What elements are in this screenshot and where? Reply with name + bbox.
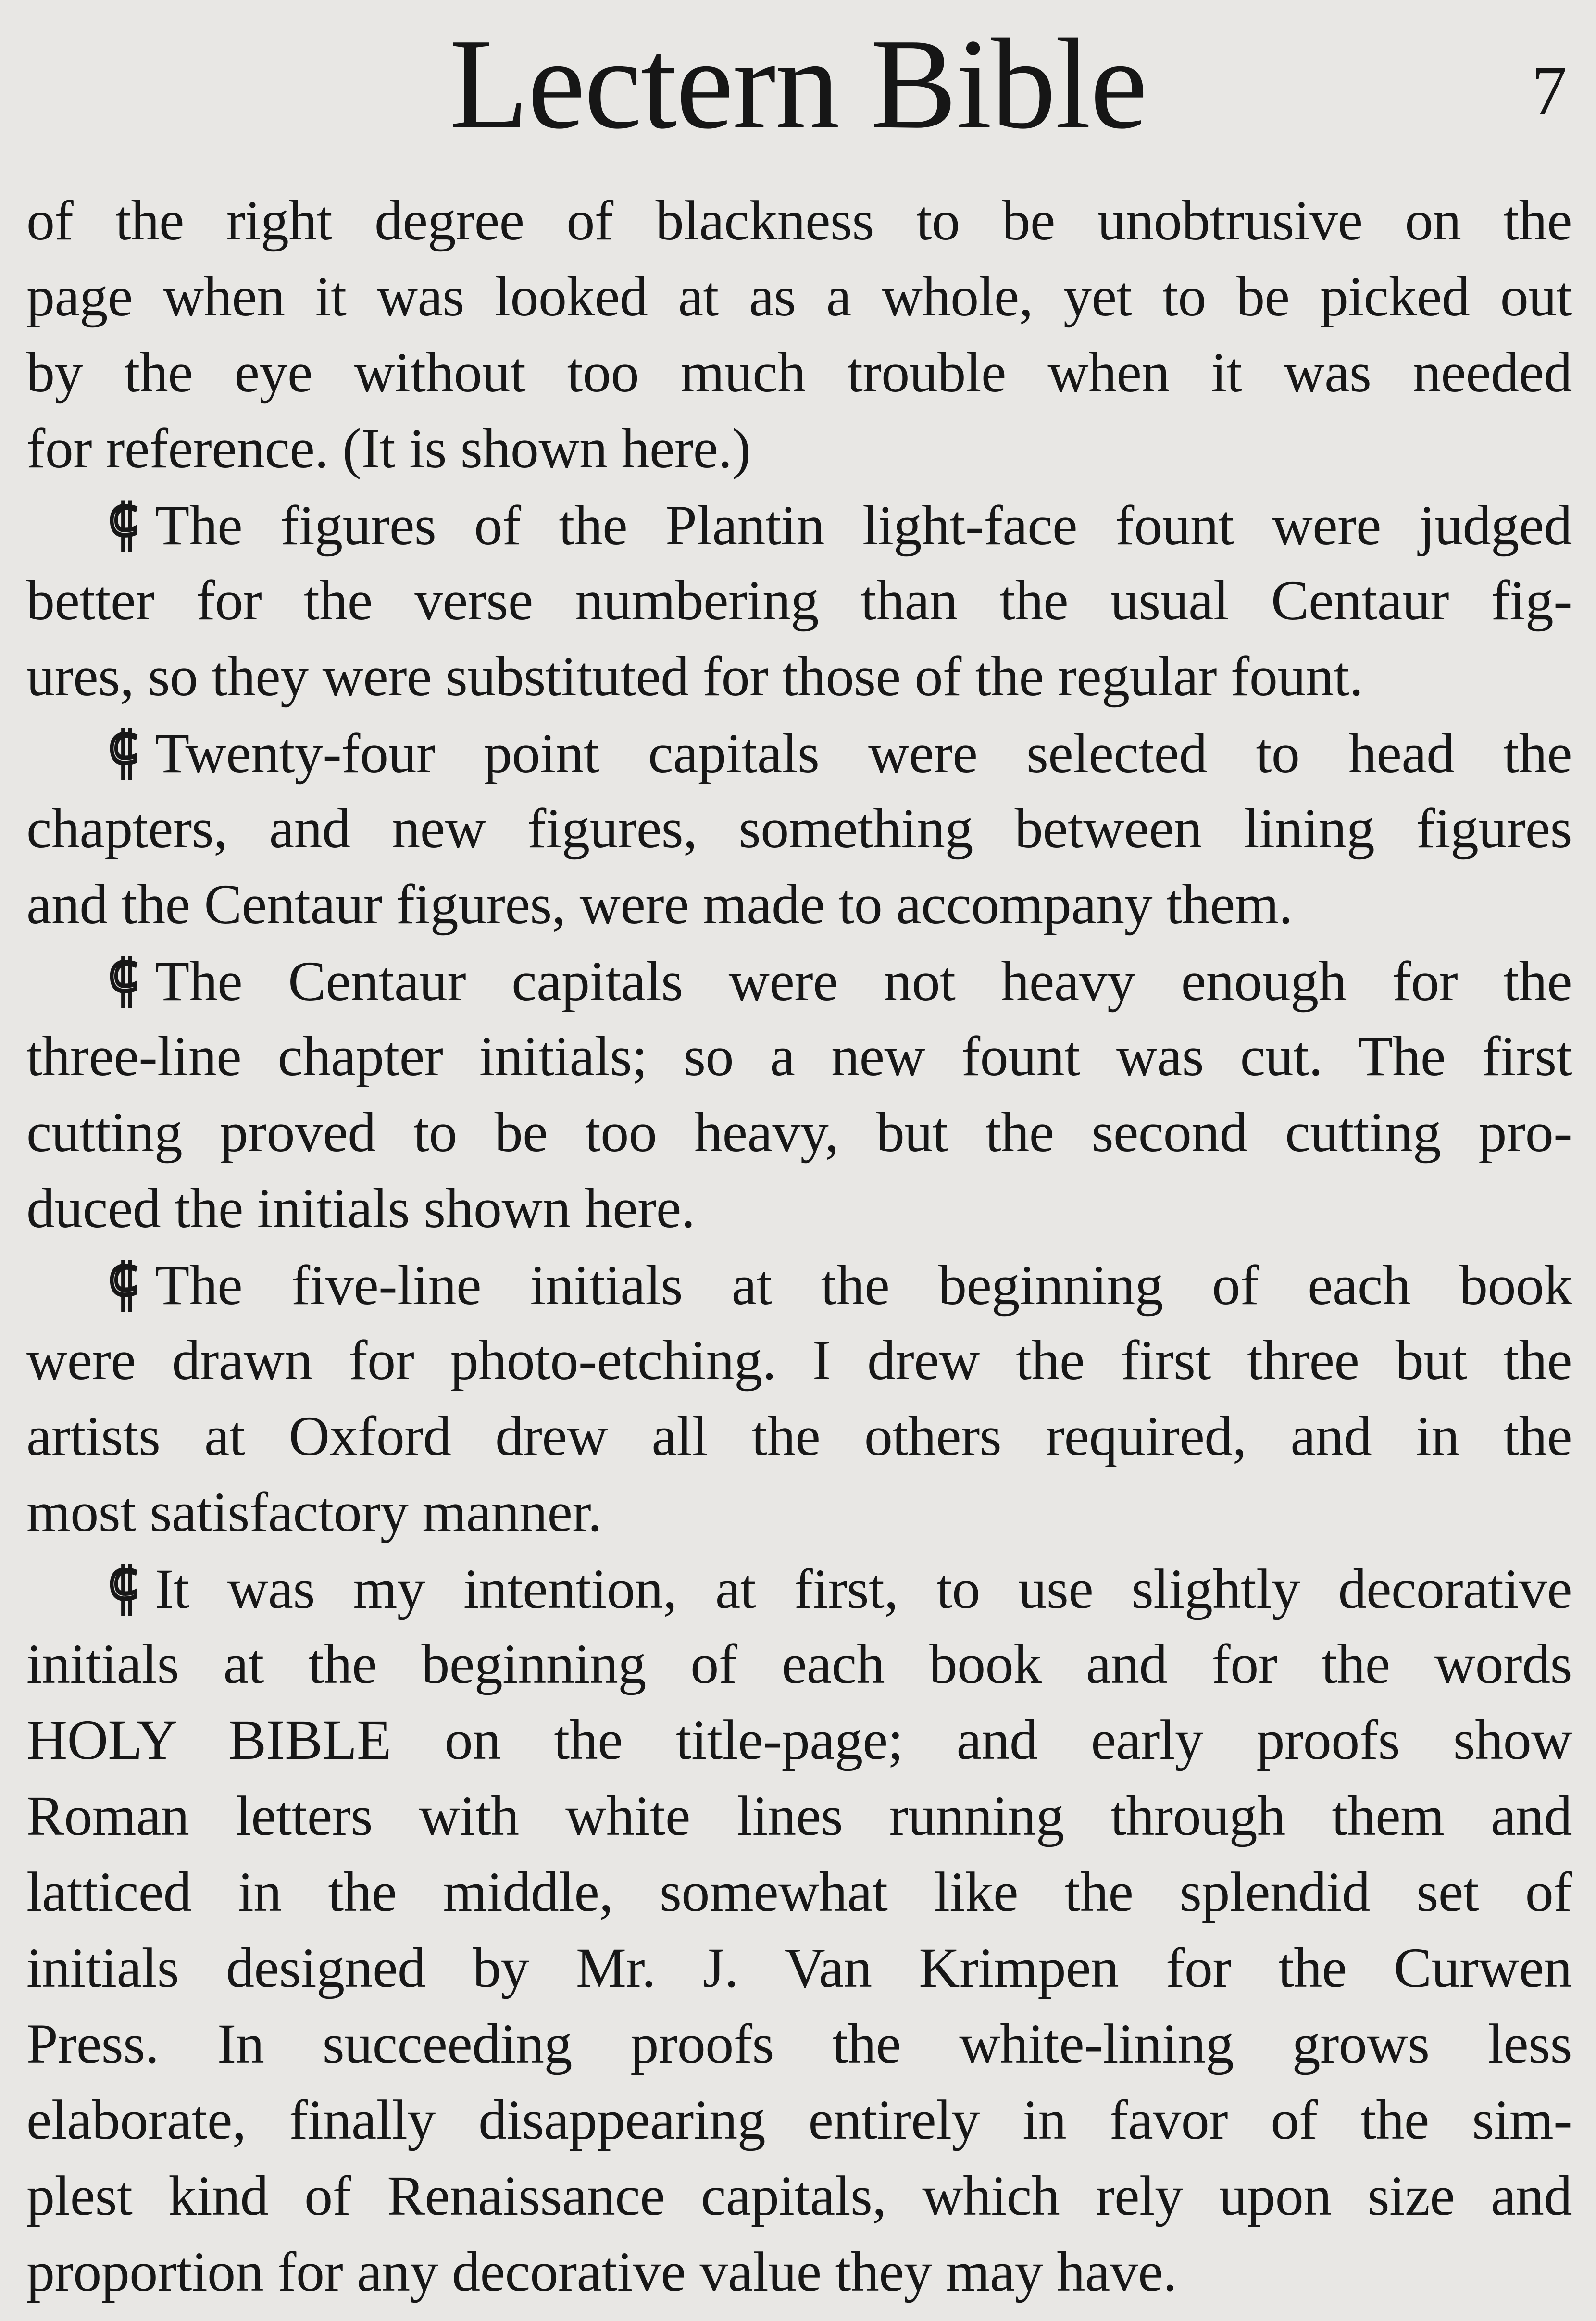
text-line: artists at Oxford drew all the others required, and in the [26,1405,1572,1468]
text-line: plest kind of Renaissance capitals, which rely upon size and [26,2164,1572,2227]
text-line: better for the verse numbering than the usual Centaur fig- [26,569,1572,632]
text-line [26,1550,1572,1626]
text-line-content: The Centaur capitals were not heavy enough for the [155,950,1572,1013]
paragraph [26,1550,1572,2310]
paragraph-mark-icon: ⸿ [108,1555,138,1621]
text-line: HOLY BIBLE on the title-page; and early proofs show [26,1708,1572,1771]
text-line-content: The figures of the Plantin light-face fount were judged [155,494,1572,557]
text-line-content: It was my intention, at first, to use slightly decorative [155,1557,1572,1620]
paragraph [26,715,1572,942]
text-line: page when it was looked at as a whole, yet to be picked out [26,265,1572,328]
text-line-content: Twenty-four point capitals were selected to head the [155,722,1572,785]
text-line: most satisfactory manner. [26,1480,602,1543]
text-line: cutting proved to be too heavy, but the second cutting pro- [26,1101,1572,1164]
body-text [26,183,1572,2310]
paragraph [26,942,1572,1246]
text-line: were drawn for photo-etching. I drew the first three but the [26,1329,1572,1392]
text-line: initials designed by Mr. J. Van Krimpen for the Curwen [26,1936,1572,1999]
paragraph-mark-icon: ⸿ [108,947,138,1014]
text-line: latticed in the middle, somewhat like the splendid set of [26,1860,1572,1923]
text-line: three-line chapter initials; so a new fount was cut. The first [26,1025,1572,1088]
page-number: 7 [1532,51,1567,130]
text-line: of the right degree of blackness to be unobtrusive on the [26,189,1572,252]
text-line: elaborate, finally disappearing entirely in favor of the sim- [26,2088,1572,2151]
text-line: by the eye without too much trouble when it was needed [26,341,1572,404]
text-line: Roman letters with white lines running through them and [26,1784,1572,1847]
running-head [0,5,1596,163]
text-line: Press. In succeeding proofs the white-lining grows less [26,2012,1572,2075]
text-line [26,715,1572,790]
paragraph [26,183,1572,487]
paragraph-mark-icon: ⸿ [108,491,138,558]
text-line: and the Centaur figures, were made to accompany them. [26,873,1293,936]
text-line: duced the initials shown here. [26,1177,695,1240]
text-line [26,487,1572,563]
text-line: for reference. (It is shown here.) [26,417,751,480]
text-line-content: The five-line initials at the beginning of each book [155,1254,1572,1317]
running-title: Lectern Bible [449,12,1147,156]
text-line: proportion for any decorative value they may have. [26,2240,1177,2303]
text-line [26,1246,1572,1322]
paragraph-mark-icon: ⸿ [108,719,138,786]
text-line: ures, so they were substituted for those of the regular fount. [26,645,1363,708]
text-line: initials at the beginning of each book and for the words [26,1632,1572,1695]
paragraph [26,1246,1572,1550]
text-line [26,942,1572,1018]
text-line: chapters, and new figures, something between lining figures [26,797,1572,860]
paragraph-mark-icon: ⸿ [108,1251,138,1317]
paragraph [26,487,1572,715]
